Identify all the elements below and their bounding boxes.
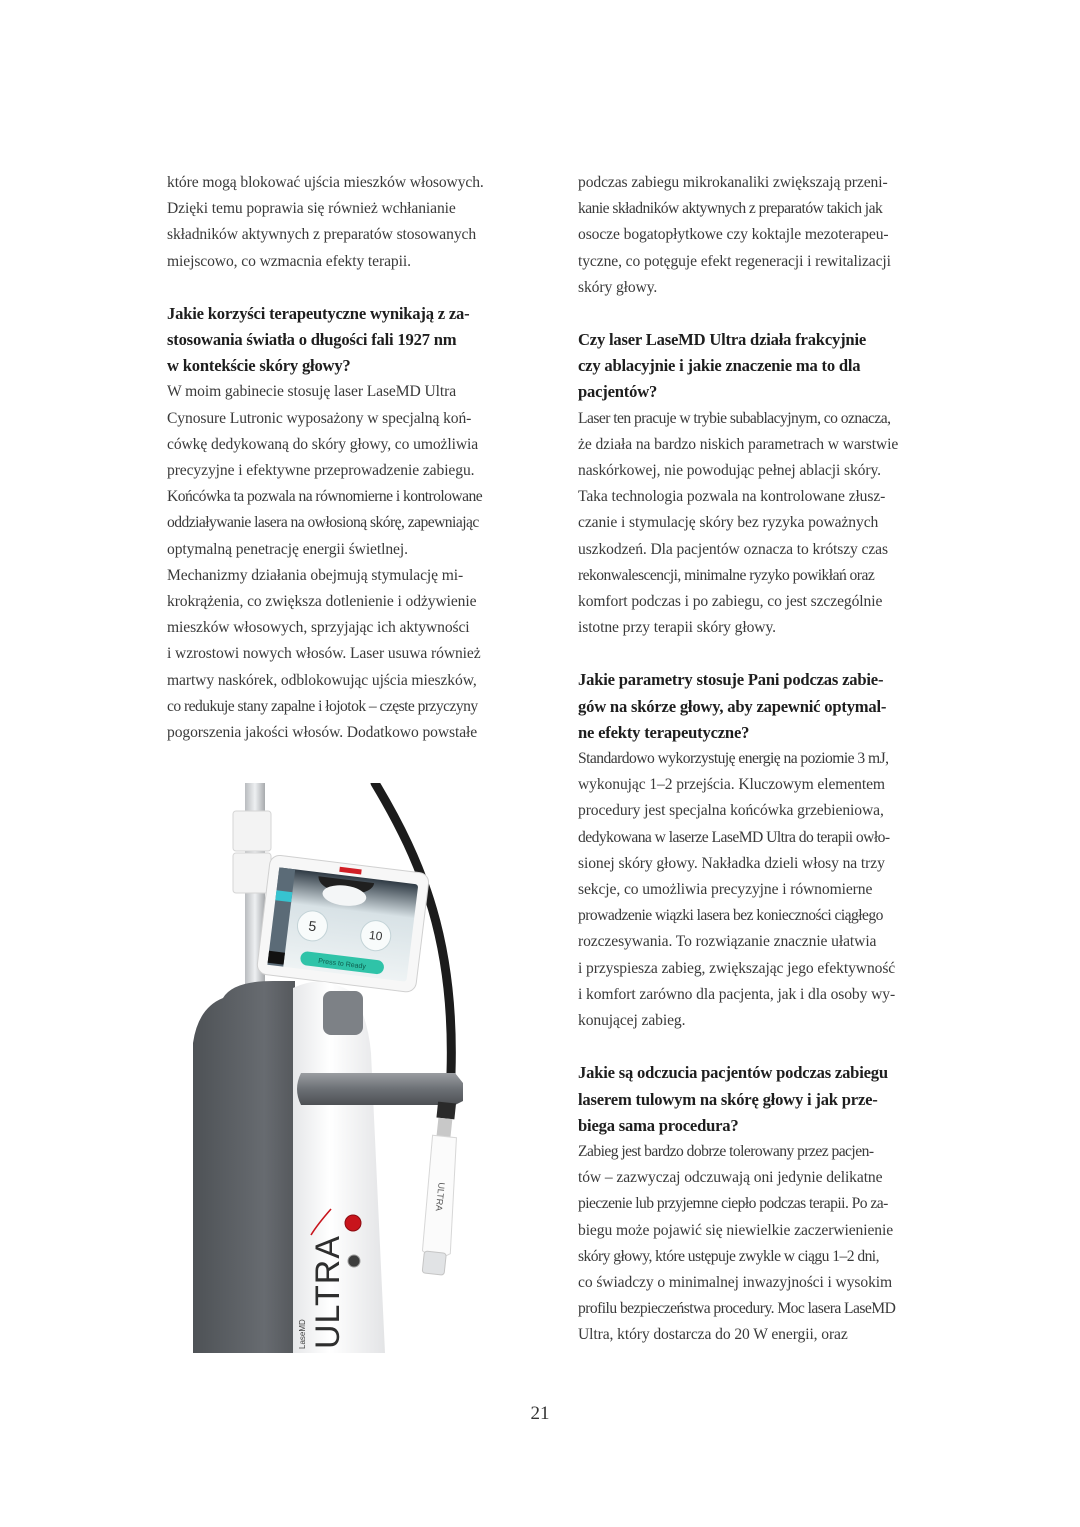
text-line: Ultra, który dostarcza do 20 W energii, oraz: [578, 1326, 848, 1344]
heading-line: laserem tulowym na skórę głowy i jak prze-: [578, 1089, 878, 1109]
text-line: co świadczy o minimalnej inwazyjności i wysokim: [578, 1273, 893, 1291]
text-line: profilu bezpieczeństwa procedury. Moc lasera LaseMD: [578, 1300, 896, 1318]
heading-line: czy ablacyjnie i jakie znaczenie ma to dla: [578, 356, 861, 376]
heading-line: biega sama procedura?: [578, 1115, 739, 1135]
heading-line: gów na skórze głowy, aby zapewnić optymal-: [578, 696, 887, 716]
text-line: dedykowana w laserze LaseMD Ultra do terapii owło-: [578, 828, 890, 846]
text-line: tów – zazwyczaj odczuwają oni jedynie delikatne: [578, 1169, 883, 1187]
handpiece-holder-arm: [297, 1073, 463, 1105]
right-column: [578, 170, 918, 1349]
left-column: [167, 170, 507, 746]
text-line: Końcówka ta pozwala na równomierne i kontrolowane: [167, 488, 483, 506]
text-line: cówkę dedykowaną do skóry głowy, co umożliwia: [167, 435, 479, 453]
text-line: wykonując 1–2 przejścia. Kluczowym elementem: [578, 776, 885, 794]
touch-screen-panel: [256, 854, 429, 993]
key-switch: [348, 1255, 360, 1267]
text-line: konującej zabieg.: [578, 1012, 686, 1030]
heading-line: Czy laser LaseMD Ultra działa frakcyjnie: [578, 330, 867, 350]
device-logo: ULTRA: [309, 1235, 347, 1349]
text-line: i przyspiesza zabieg, zwiększając jego efektywność: [578, 959, 896, 977]
handpiece-logo: ULTRA: [433, 1181, 447, 1212]
section-heading: [578, 327, 918, 406]
text-line: sionej skóry głowy. Nakładka dzieli włosy na trzy: [578, 854, 885, 872]
text-line: Standardowo wykorzystuję energię na poziomie 3 mJ,: [578, 750, 889, 768]
heading-line: Jakie są odczucia pacjentów podczas zabiegu: [578, 1063, 888, 1083]
heading-line: Jakie parametry stosuje Pani podczas zabie-: [578, 670, 884, 690]
text-line: tyczne, co potęguje efekt regeneracji i rewitalizacji: [578, 252, 891, 270]
heading-line: stosowania światła o długości fali 1927 nm: [167, 330, 457, 350]
section-body: [578, 406, 918, 642]
text-line: optymalną penetrację energii świetlnej.: [167, 540, 408, 558]
device-brand: LaseMD: [298, 1319, 307, 1349]
text-line: precyzyjne i efektywne przeprowadzenie zabiegu.: [167, 462, 475, 480]
text-line: Cynosure Lutronic wyposażony w specjalną koń-: [167, 409, 472, 427]
text-line: istotne przy terapii skóry głowy.: [578, 619, 776, 637]
text-line: komfort podczas i po zabiegu, co jest szczególnie: [578, 593, 883, 611]
text-line: składników aktywnych z preparatów stosowanych: [167, 226, 477, 244]
page-number: 21: [530, 1403, 550, 1424]
laser-device-illustration: [193, 783, 493, 1353]
text-line: Zabieg jest bardzo dobrze tolerowany przez pacjen-: [578, 1142, 874, 1160]
laser-device-photo: [193, 783, 493, 1353]
emergency-stop-button: [345, 1215, 361, 1231]
pole-clamp-lower: [233, 853, 271, 893]
text-line: naskórkowej, nie powodując pełnej ablacji skóry.: [578, 462, 881, 480]
body-top-recess: [323, 991, 363, 1035]
text-line: czanie i stymulację skóry bez ryzyka poważnych: [578, 514, 879, 532]
text-line: sekcje, co umożliwia precyzyjne i równomierne: [578, 881, 873, 899]
device-dark-panel: [193, 981, 295, 1353]
handpiece: [418, 1101, 466, 1275]
text-line: rekonwalescencji, minimalne ryzyko powikłań oraz: [578, 566, 875, 584]
dial-right-value: 10: [368, 927, 384, 944]
text-line: które mogą blokować ujścia mieszków włosowych.: [167, 174, 484, 191]
text-line: pogorszenia jakości włosów. Dodatkowo powstałe: [167, 724, 478, 742]
section-body: [578, 1139, 918, 1349]
ready-button-label: Press to Ready: [317, 957, 367, 971]
text-line: skóry głowy, które ustępuje zwykle w ciągu 1–2 dni,: [578, 1247, 879, 1265]
text-line: oddziaływanie lasera na owłosioną skórę, zapewniając: [167, 514, 479, 532]
text-line: miejscowo, co wzmacnia efekty terapii.: [167, 252, 411, 270]
text-line: mieszków włosowych, sprzyjając ich aktywności: [167, 619, 470, 637]
pole-clamp: [233, 811, 271, 851]
section-heading: [167, 301, 507, 380]
section-body: [167, 379, 507, 746]
heading-line: w kontekście skóry głowy?: [167, 356, 351, 376]
text-line: skóry głowy.: [578, 278, 658, 296]
text-line: co redukuje stany zapalne i łojotok – częste przyczyny: [167, 697, 478, 715]
intro-paragraph: [167, 170, 507, 275]
section-heading: [578, 667, 918, 746]
text-line: prowadzenie wiązki lasera bez konieczności ciągłego: [578, 907, 883, 925]
text-line: krokrążenia, co zwiększa dotlenienie i odżywienie: [167, 593, 477, 611]
text-line: pieczenie lub przyjemne ciepło podczas terapii. Po za-: [578, 1195, 888, 1213]
heading-line: pacjentów?: [578, 382, 658, 402]
text-line: martwy naskórek, odblokowując ujścia mieszków,: [167, 671, 477, 689]
text-line: uszkodzeń. Dla pacjentów oznacza to krótszy czas: [578, 540, 888, 558]
text-line: Mechanizmy działania obejmują stymulację mi-: [167, 566, 464, 584]
text-line: Dzięki temu poprawia się również wchłanianie: [167, 200, 456, 218]
text-line: osocze bogatopłytkowe czy koktajle mezoterapeu-: [578, 226, 889, 244]
text-line: że działa na bardzo niskich parametrach w warstwie: [578, 435, 899, 453]
text-line: i wzrostowi nowych włosów. Laser usuwa również: [167, 645, 481, 663]
text-line: podczas zabiegu mikrokanaliki zwiększają przeni-: [578, 174, 888, 191]
text-line: i komfort zarówno dla pacjenta, jak i dla osoby wy-: [578, 985, 896, 1003]
text-line: procedury jest specjalna końcówka grzebieniowa,: [578, 802, 884, 820]
heading-line: ne efekty terapeutyczne?: [578, 722, 750, 742]
section-heading: [578, 1060, 918, 1139]
text-line: W moim gabinecie stosuję laser LaseMD Ultra: [167, 383, 457, 401]
heading-line: Jakie korzyści terapeutyczne wynikają z za-: [167, 303, 470, 323]
text-line: Taka technologia pozwala na kontrolowane złusz-: [578, 488, 886, 506]
text-line: biegu może pojawić się niewielkie zaczerwienienie: [578, 1221, 894, 1239]
dial-left-value: 5: [307, 917, 318, 935]
intro-paragraph: [578, 170, 918, 301]
text-line: Laser ten pracuje w trybie subablacyjnym, co oznacza,: [578, 409, 891, 427]
section-body: [578, 746, 918, 1034]
text-line: rozczesywania. To rozwiązanie znacznie ułatwia: [578, 933, 877, 951]
text-line: kanie składników aktywnych z preparatów takich jak: [578, 200, 883, 218]
